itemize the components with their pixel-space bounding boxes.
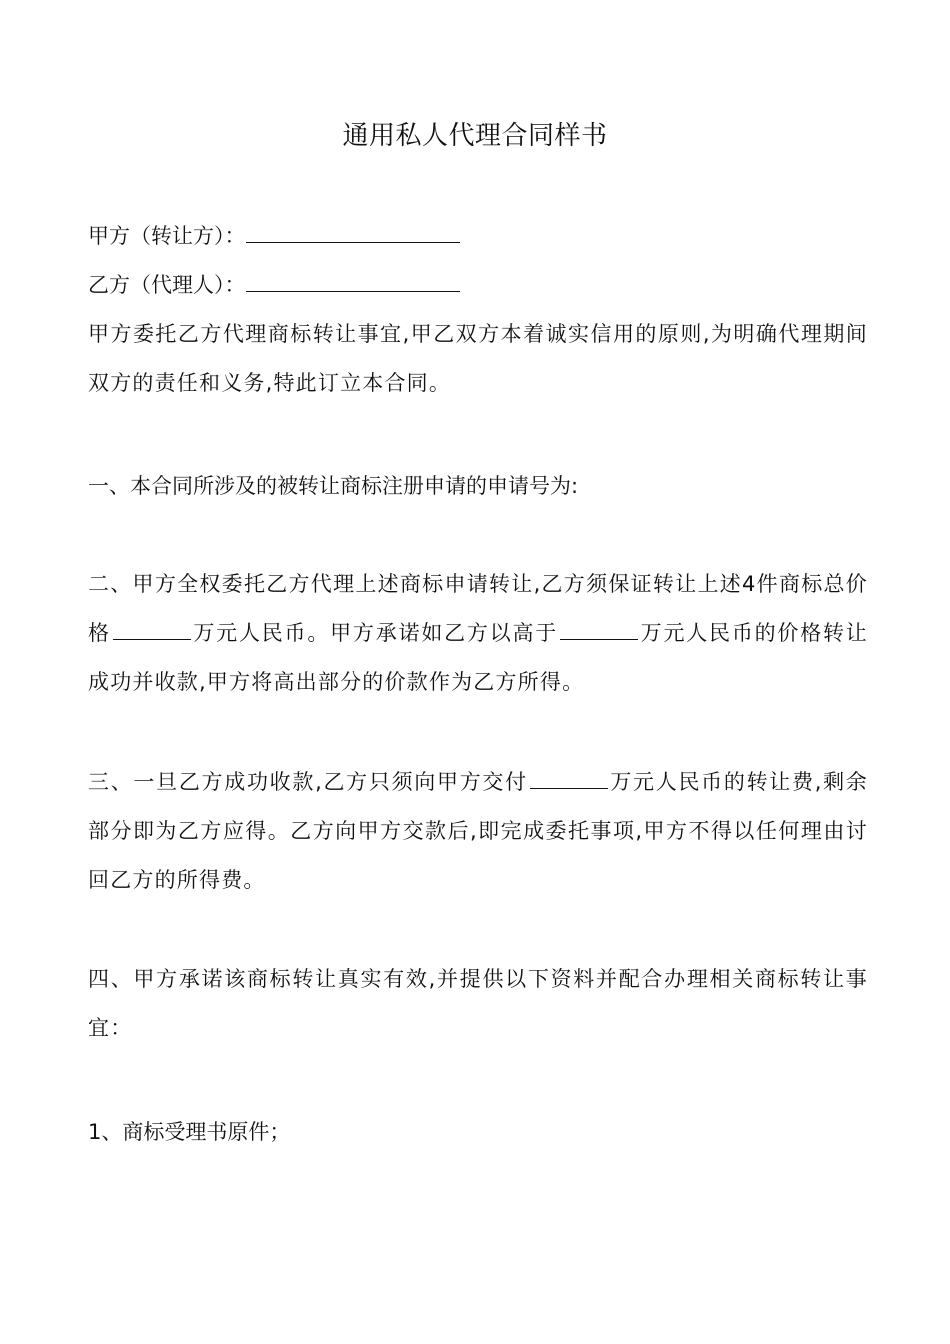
clause-2-part1: 二、甲方全权委托乙方代理上述商标申请转让,乙方须保证转让上述4件商标总价格 [88,572,868,645]
clause-2-part3: 万元人民币的价格转让成功并收款,甲方将高出部分的价款作为乙方所得。 [88,621,869,694]
clause-3-part1: 三、一旦乙方成功收款,乙方只须向甲方交付 [88,770,528,794]
clause-3-part2: 万元人民币的转让费,剩余部分即为乙方应得。乙方向甲方交款后,即完成委托事项,甲方不得以任何理由讨回乙方的所得费。 [88,770,868,892]
party-a-blank [246,212,460,243]
party-b-line [88,261,868,309]
party-a-label: 甲方（转让方）： [88,224,246,248]
document-title: 通用私人代理合同样书 [342,121,608,151]
clause-3 [88,758,868,905]
party-b-blank [246,261,460,292]
list-item-1: 1、商标受理书原件； [88,1120,291,1144]
party-a-line [88,212,868,260]
party-b-label: 乙方（代理人）： [88,273,246,297]
clause-4: 四、甲方承诺该商标转让真实有效,并提供以下资料并配合办理相关商标转让事宜： [88,967,868,1040]
clause-2 [88,560,868,707]
clause-2-blank-2 [560,609,638,640]
clause-3-blank [530,758,608,789]
clause-1: 一、本合同所涉及的被转让商标注册申请的申请号为: [88,474,579,498]
clause-2-part2: 万元人民币。甲方承诺如乙方以高于 [192,621,559,645]
clause-2-blank-1 [113,609,191,640]
intro-paragraph: 甲方委托乙方代理商标转让事宜,甲乙双方本着诚实信用的原则,为明确代理期间双方的责任和义务,特此订立本合同。 [88,322,868,395]
